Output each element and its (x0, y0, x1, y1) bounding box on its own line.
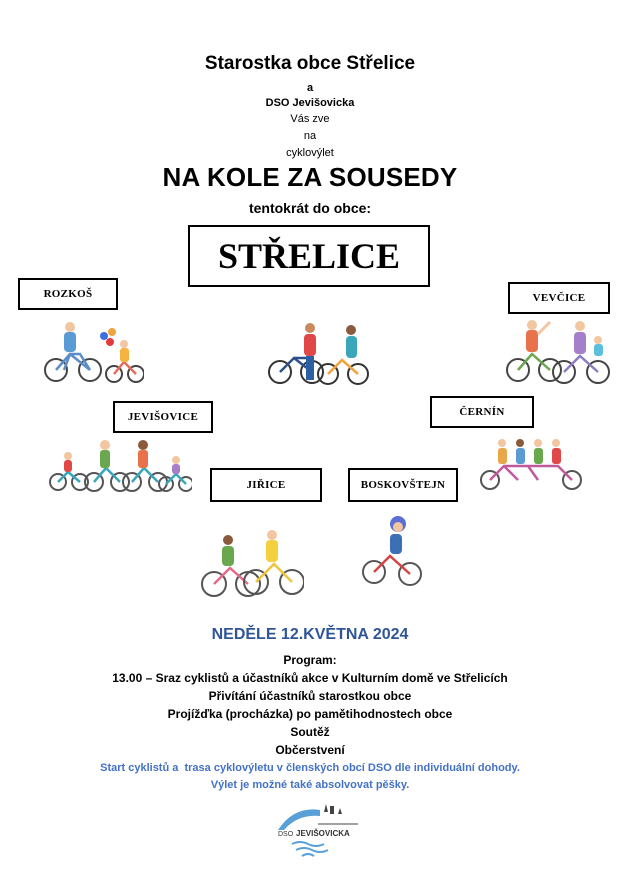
bicycle-illustration (196, 528, 304, 600)
bicycle-illustration (360, 512, 426, 588)
program-item: Občerstvení (275, 743, 345, 757)
note-text: Výlet je možné také absolvovat pěšky. (210, 779, 410, 791)
bicycle-illustration (262, 318, 370, 388)
main-village-box: STŘELICE (188, 225, 430, 287)
note-text: Start cyklistů a trasa cyklovýletu v členských obcí DSO dle individuální dohody. (100, 762, 520, 774)
bicycle-illustration (46, 436, 192, 494)
village-box-boskovstejn: BOSKOVŠTEJN (348, 468, 458, 502)
program-item: Přivítání účastníků starostkou obce (208, 689, 412, 703)
event-subtitle: tentokrát do obce: (248, 200, 372, 216)
invite-text-cyklovylet: cyklovýlet (286, 147, 334, 159)
village-box-cernin: ČERNÍN (430, 396, 534, 428)
organizer-heading: Starostka obce Střelice (204, 53, 416, 74)
village-box-jevisovice: JEVIŠOVICE (113, 401, 213, 433)
bicycle-illustration (478, 432, 584, 492)
village-box-rozkos: ROZKOŠ (18, 278, 118, 310)
logo-name: JEVIŠOVICKA (296, 829, 350, 838)
program-heading: Program: (283, 653, 337, 667)
program-item: Projížďka (procházka) po pamětihodnostech obce (167, 707, 453, 721)
village-box-jirice: JIŘICE (210, 468, 322, 502)
dso-logo (274, 800, 360, 858)
village-box-vevcice: VEVČICE (508, 282, 610, 314)
bicycle-illustration (38, 318, 144, 386)
invite-text-na: na (303, 130, 317, 142)
event-title: NA KOLE ZA SOUSEDY (162, 162, 458, 192)
logo-prefix: DSO (278, 831, 294, 838)
program-item: 13.00 – Sraz cyklistů a účastníků akce v Kulturním domě ve Střelicích (112, 671, 508, 685)
program-item: Soutěž (290, 725, 330, 739)
dso-name: DSO Jevišovicka (265, 97, 355, 109)
conjunction-text: a (306, 82, 314, 94)
bicycle-illustration (502, 316, 612, 386)
event-date: NEDĚLE 12.KVĚTNA 2024 (211, 626, 409, 643)
invite-text: Vás zve (290, 113, 330, 125)
